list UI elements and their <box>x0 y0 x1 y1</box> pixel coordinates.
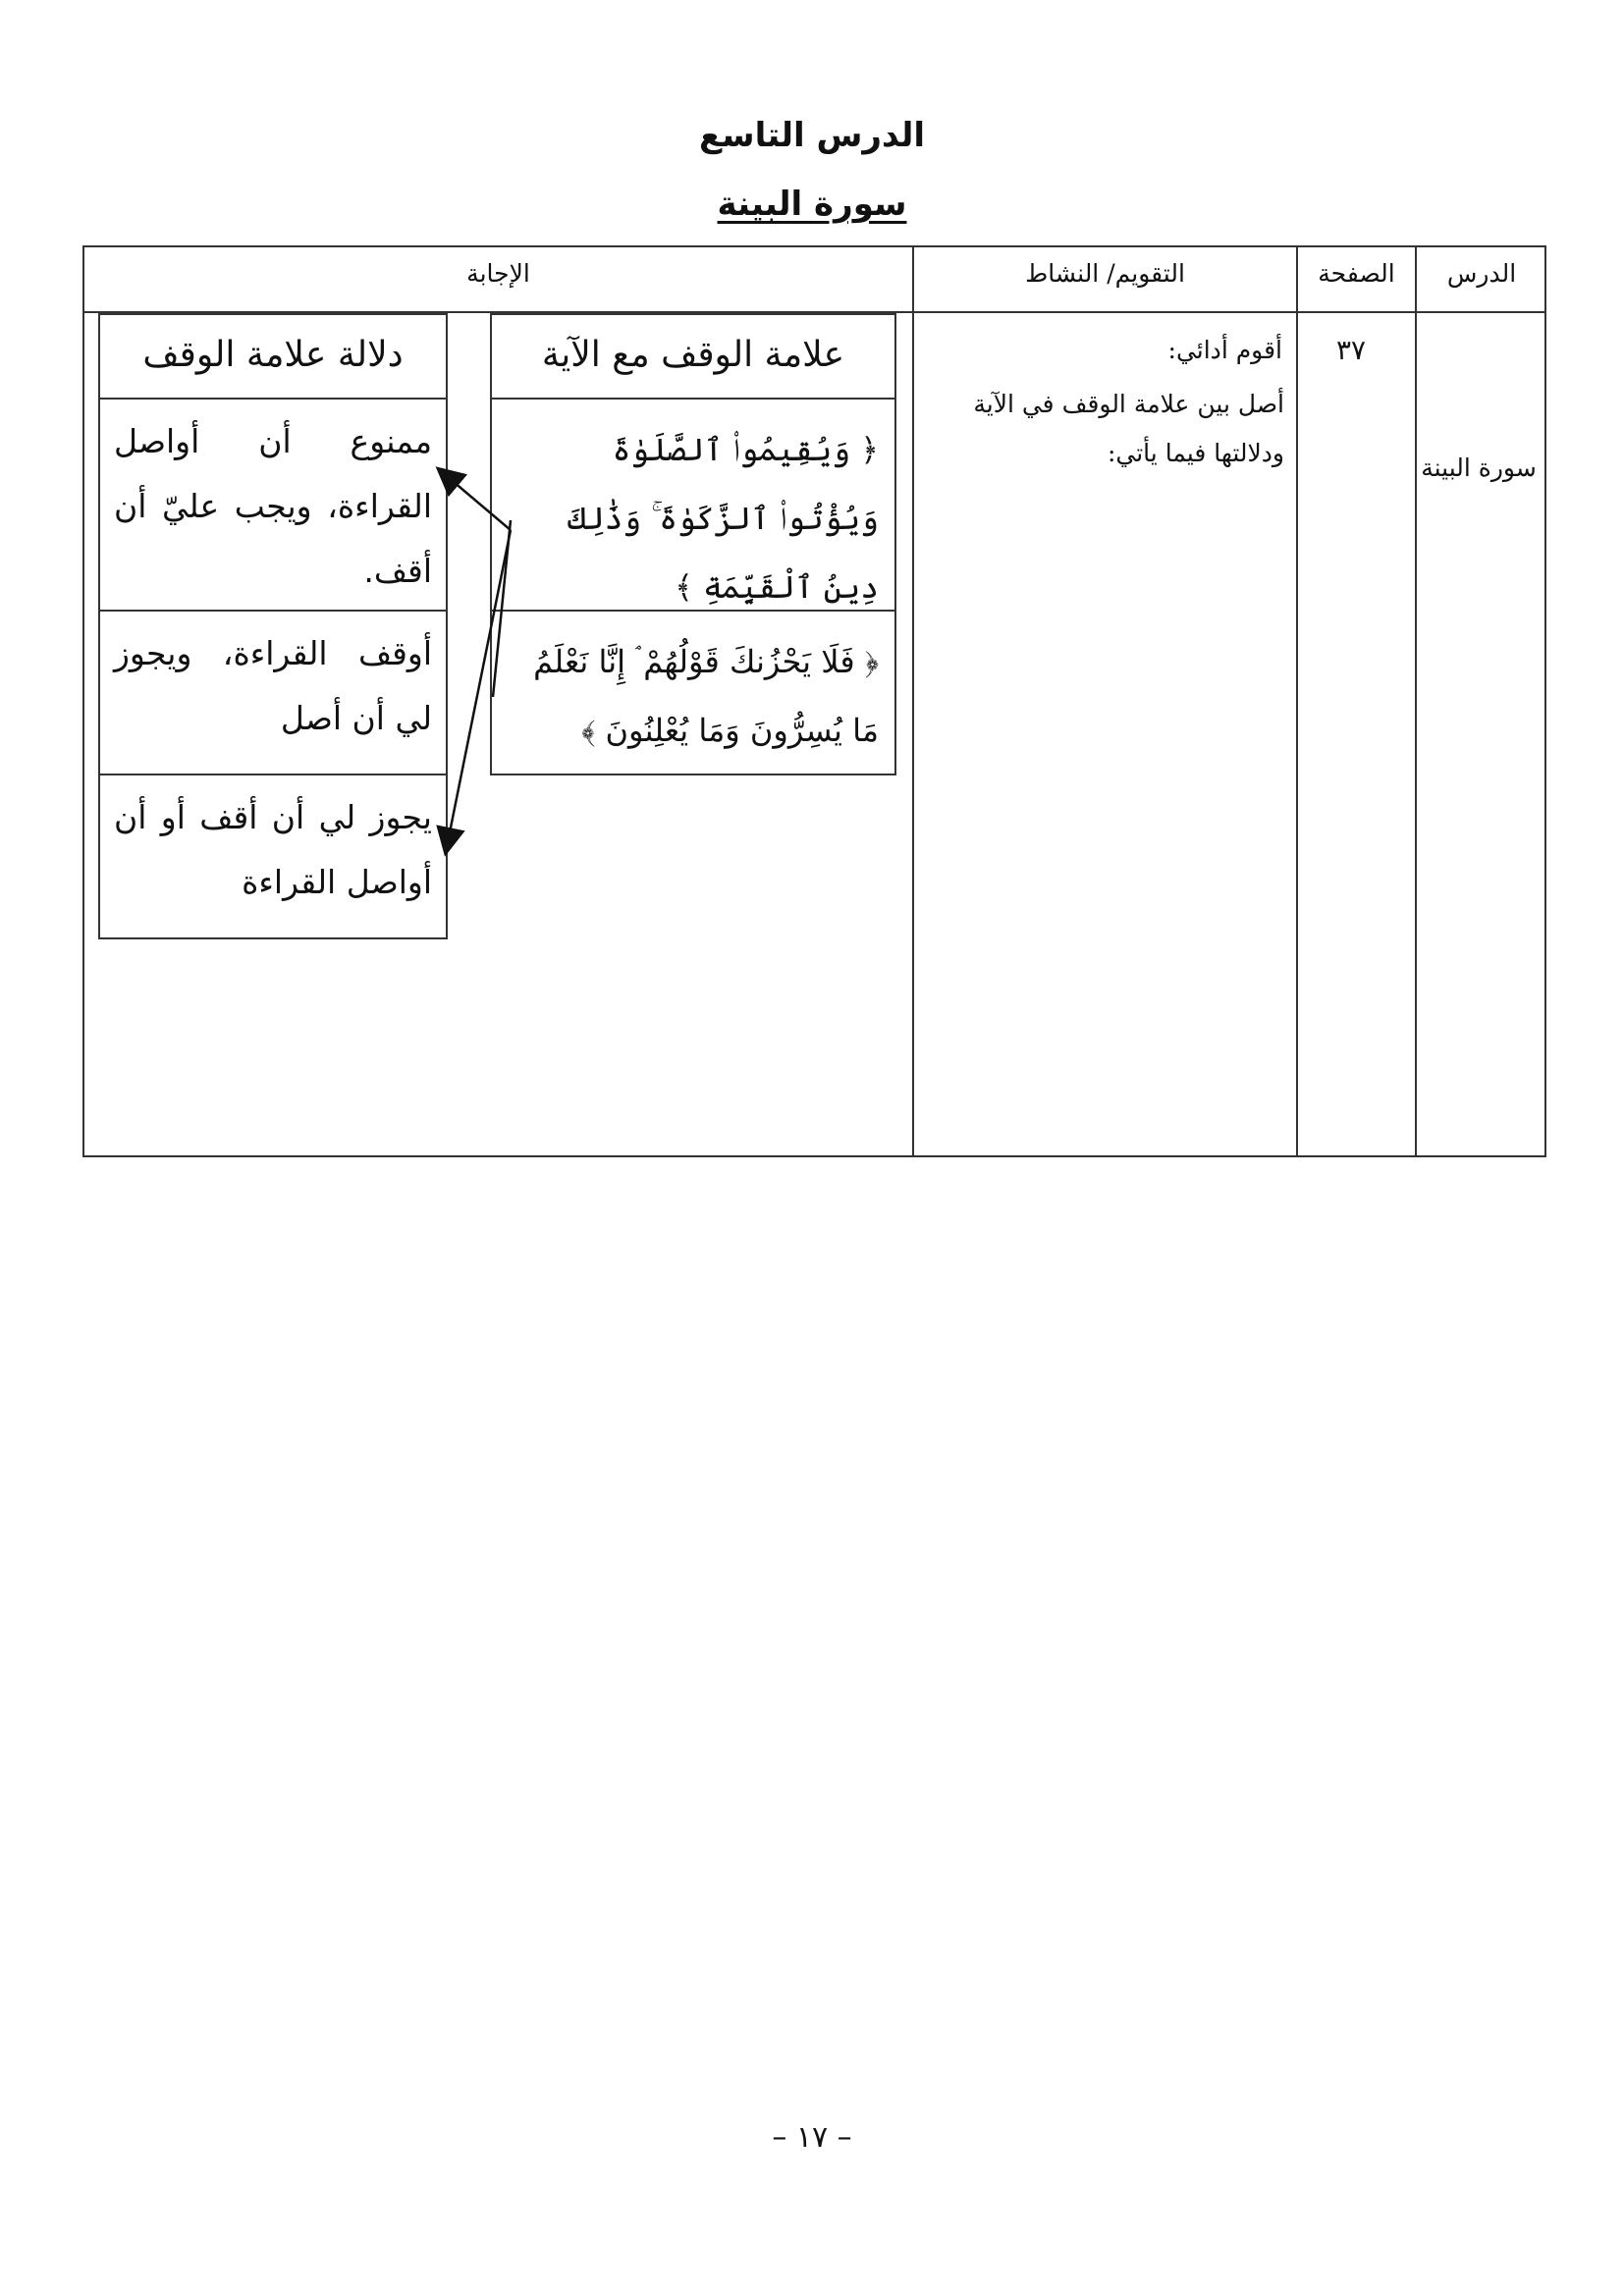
header-page: الصفحة <box>1318 259 1395 288</box>
arrow-verse2-to-meaning1 <box>447 476 511 530</box>
page-number: – ١٧ – <box>772 2120 852 2155</box>
verse-1: ﴿ وَيُقِيمُوا۟ ٱلصَّلَوٰةَ وَيُؤْتُوا۟ ٱلزَّكَوٰةَ ۚ وَذَٰلِكَ دِينُ ٱلْقَيِّمَةِ ﴾ <box>492 400 894 612</box>
arrow-verse1-to-meaning3 <box>448 530 511 842</box>
lesson-title: الدرس التاسع <box>698 116 926 155</box>
header-activity: التقويم/ النشاط <box>1025 259 1185 288</box>
meaning-2: أوقف القراءة، ويجوز لي أن أصل <box>100 612 446 775</box>
meaning-1: ممنوع أن أواصل القراءة، ويجب عليّ أن أقف. <box>100 400 446 612</box>
verse-2: ﴿ فَلَا يَحْزُنكَ قَوْلُهُمْ ۘ إِنَّا نَعْلَمُ مَا يُسِرُّونَ وَمَا يُعْلِنُونَ ﴾ <box>533 643 879 749</box>
activity-instructions: أصل بين علامة الوقف في الآية ودلالتها فيما يأتي: <box>973 390 1284 467</box>
header-answer: الإجابة <box>466 259 530 288</box>
verses-header: علامة الوقف مع الآية <box>492 315 894 400</box>
surah-title: سورة البينة <box>717 185 907 224</box>
activity-title: أقوم أدائي: <box>1167 336 1282 364</box>
lesson-name-cell: سورة البينة <box>1421 454 1537 482</box>
meanings-header: دلالة علامة الوقف <box>100 315 446 400</box>
meaning-3: يجوز لي أن أقف أو أن أواصل القراءة <box>114 798 432 901</box>
header-lesson: الدرس <box>1446 259 1517 288</box>
page-number-cell: ٣٧ <box>1335 334 1367 366</box>
